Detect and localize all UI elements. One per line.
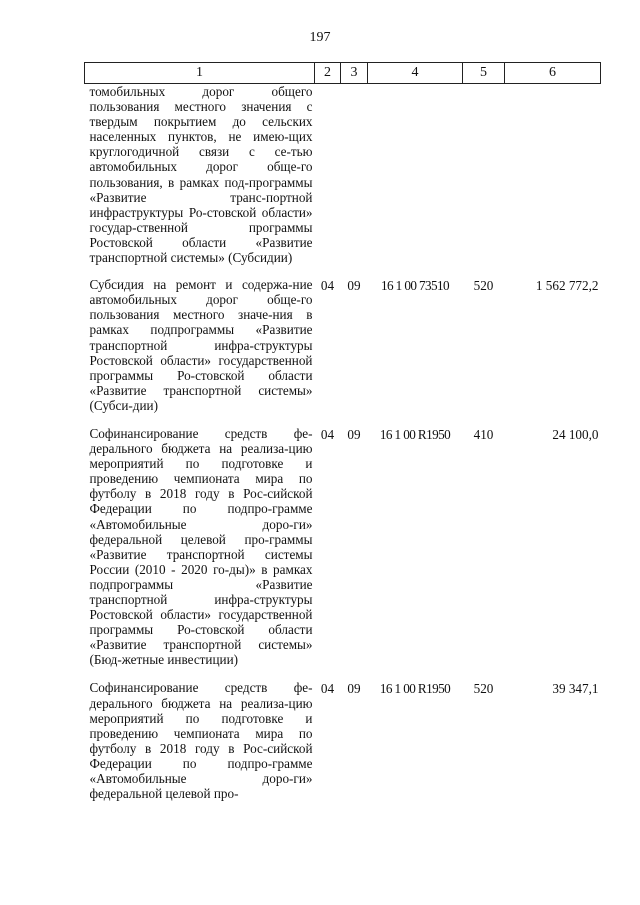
row-amount: 39 347,1 — [552, 681, 599, 697]
row-description: Софинансирование средств фе-дерального бюджета на реализа-цию мероприятий по подготовке и проведению чемпионата мира по футболу в 2018 году в Рос-сийской Федерации по подпро-грамме «Автомобильные доро-ги» федеральной целевой про-граммы «Развитие транспортной системы России (2010 - 2020 го-ды)» в рамках подпрограммы «Развитие транспортной инфра-структуры Ростовской области» государственной программы Ро-стовской области «Развитие транспортной системы» (Бюд-жетные инвестиции) — [89, 425, 313, 668]
column-header-subsection: 3 — [341, 63, 368, 84]
row-target-article: 16 1 00 73510 — [380, 278, 450, 294]
row-subsection: 09 — [347, 278, 361, 294]
column-header-description: 1 — [85, 63, 315, 84]
row-section: 04 — [320, 426, 335, 442]
budget-table — [84, 62, 601, 801]
column-header-section: 2 — [315, 63, 341, 84]
row-amount: 1 562 772,2 — [535, 278, 599, 294]
table-row — [85, 84, 601, 278]
row-expense-type: 520 — [473, 681, 494, 697]
row-expense-type: 520 — [473, 278, 494, 294]
row-description: Субсидия на ремонт и содержа-ние автомобильных дорог обще-го пользования местного значе-ния в рамках подпрограммы «Развитие транспортной инфра-структуры Ростовской области» государственной программы Ро-стовской области «Развитие транспортной системы» (Субси-дии) — [89, 277, 313, 413]
row-target-article — [368, 84, 463, 278]
row-description: Софинансирование средств фе-дерального бюджета на реализа-цию мероприятий по подготовке и проведению чемпионата мира по футболу в 2018 году в Рос-сийской Федерации по подпро-грамме «Автомобильные доро-ги» федеральной целевой про- — [89, 680, 313, 802]
column-header-target-article: 4 — [368, 63, 463, 84]
row-section: 04 — [320, 681, 335, 697]
row-subsection — [341, 84, 368, 278]
row-target-article: 16 1 00 R1950 — [379, 681, 451, 697]
page-number: 197 — [309, 30, 331, 45]
row-section — [315, 84, 341, 278]
table-header-row — [85, 63, 601, 84]
row-subsection: 09 — [347, 426, 361, 442]
table-row — [85, 680, 601, 801]
row-section: 04 — [320, 278, 335, 294]
table-row — [85, 426, 601, 681]
row-subsection: 09 — [347, 681, 361, 697]
row-target-article: 16 1 00 R1950 — [379, 426, 451, 442]
column-header-expense-type: 5 — [463, 63, 505, 84]
column-header-amount: 6 — [505, 63, 601, 84]
row-expense-type — [463, 84, 505, 278]
table-row — [85, 277, 601, 426]
row-amount — [505, 84, 601, 278]
row-expense-type: 410 — [473, 426, 494, 442]
row-amount: 24 100,0 — [552, 426, 599, 442]
row-description: томобильных дорог общего пользования местного значения с твердым покрытием до сельских населенных пунктов, не имею-щих круглогодичной связи с се-тью автомобильных дорог обще-го пользования, в рамках под-программы «Развитие транс-портной инфраструктуры Ро-стовской области» государ-ственной программы Ростовской области «Развитие транспортной системы» (Субсидии) — [89, 84, 313, 266]
